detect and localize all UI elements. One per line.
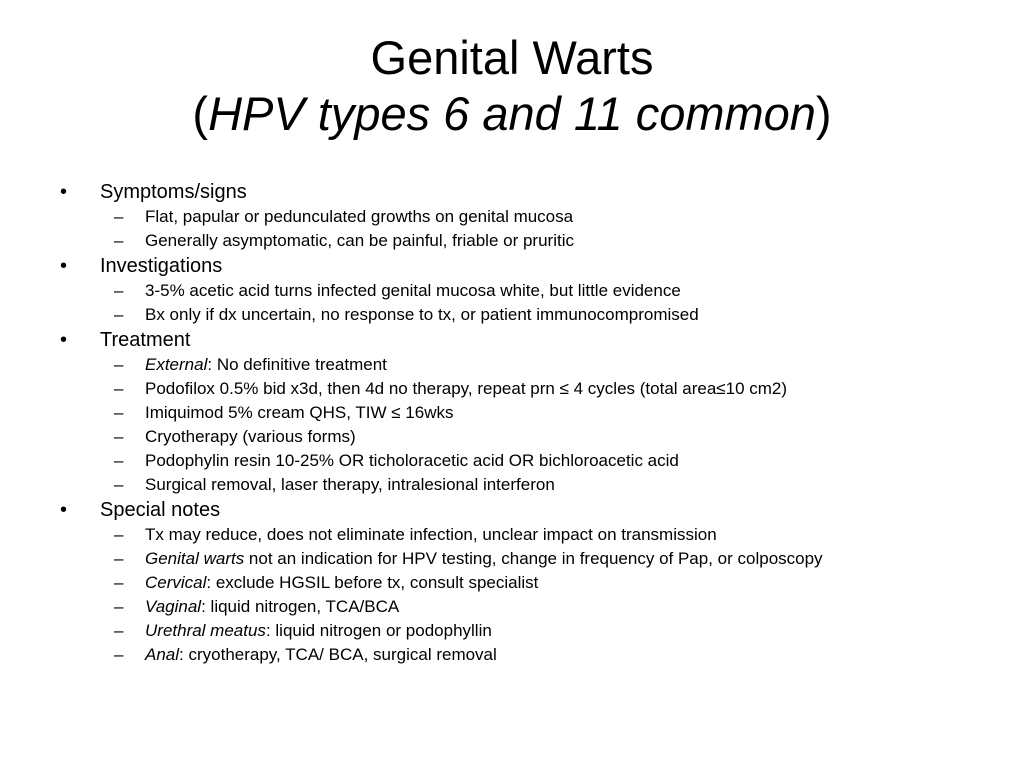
sub-item [60, 205, 1010, 229]
dash-marker: – [114, 379, 124, 398]
dash-marker: – [114, 451, 124, 470]
sub-item [60, 571, 1010, 595]
title-subtitle-italic: HPV types 6 and 11 common [208, 87, 816, 140]
dash-marker: – [114, 597, 124, 616]
bullet-dot: • [60, 255, 68, 277]
section-item [60, 179, 1010, 205]
section-item [60, 253, 1010, 279]
sub-item [60, 353, 1010, 377]
sub-item [60, 643, 1010, 667]
sub-item [60, 377, 1010, 401]
sub-item-text [145, 353, 387, 377]
section-item [60, 497, 1010, 523]
sub-item-text [145, 571, 538, 595]
sub-item-plain-text: Bx only if dx uncertain, no response to tx, or patient immunocompromised [145, 305, 699, 324]
dash-marker: – [114, 525, 124, 544]
sub-item-text [145, 619, 492, 643]
dash-marker: – [114, 231, 124, 250]
bullet-dot: • [60, 329, 68, 351]
sub-item-plain-text: Podophylin resin 10-25% OR ticholoracetic acid OR bichloroacetic acid [145, 451, 679, 470]
sub-item-text [145, 523, 717, 547]
sub-item-plain-text: Flat, papular or pedunculated growths on genital mucosa [145, 207, 574, 226]
sub-item-text [145, 547, 823, 571]
sub-item [60, 619, 1010, 643]
title-paren-close: ) [815, 87, 832, 140]
sub-item-italic-term: Anal [145, 645, 180, 664]
title-line-main: Genital Warts [370, 31, 654, 84]
sub-item-text [145, 595, 399, 619]
dash-marker: – [114, 403, 124, 422]
bullet-dot: • [60, 181, 68, 203]
sub-item-italic-term: Urethral meatus [145, 621, 266, 640]
dash-marker: – [114, 281, 124, 300]
bullet-dot: • [60, 499, 68, 521]
section-item [60, 327, 1010, 353]
title-paren-open: ( [192, 87, 209, 140]
sub-item [60, 279, 1010, 303]
section-heading: Special notes [100, 499, 221, 521]
sub-item-italic-term: Genital warts [145, 549, 245, 568]
sub-item-italic-term: External [145, 355, 208, 374]
dash-marker: – [114, 475, 124, 494]
sub-item-text [145, 425, 356, 449]
sub-item-plain-text: 3-5% acetic acid turns infected genital mucosa white, but little evidence [145, 281, 681, 300]
bullet-list [60, 179, 1010, 667]
sub-item [60, 473, 1010, 497]
dash-marker: – [114, 305, 124, 324]
sub-item-text [145, 401, 453, 425]
sub-item-plain-text: : No definitive treatment [207, 355, 387, 374]
dash-marker: – [114, 573, 124, 592]
slide-title [0, 30, 1024, 142]
sub-item-plain-text: : liquid nitrogen, TCA/BCA [201, 597, 400, 616]
sub-item [60, 303, 1010, 327]
dash-marker: – [114, 621, 124, 640]
sub-item-text [145, 643, 497, 667]
sub-item-text [145, 473, 555, 497]
section-heading: Investigations [100, 255, 223, 277]
sub-item [60, 523, 1010, 547]
sub-item-plain-text: Generally asymptomatic, can be painful, friable or pruritic [145, 231, 574, 250]
section-heading: Treatment [100, 329, 191, 351]
sub-item-plain-text: Cryotherapy (various forms) [145, 427, 356, 446]
sub-item-plain-text: Tx may reduce, does not eliminate infection, unclear impact on transmission [145, 525, 717, 544]
sub-item-plain-text: not an indication for HPV testing, change in frequency of Pap, or colposcopy [244, 549, 823, 568]
title-line-subtitle [0, 86, 1024, 142]
sub-item-text [145, 229, 574, 253]
section-heading: Symptoms/signs [100, 181, 247, 203]
dash-marker: – [114, 355, 124, 374]
sub-item [60, 449, 1010, 473]
sub-item [60, 595, 1010, 619]
sub-item-plain-text: Surgical removal, laser therapy, intralesional interferon [145, 475, 555, 494]
sub-item [60, 229, 1010, 253]
sub-item-text [145, 303, 699, 327]
dash-marker: – [114, 427, 124, 446]
sub-item-text [145, 377, 787, 401]
dash-marker: – [114, 549, 124, 568]
sub-item-text [145, 279, 681, 303]
sub-item [60, 547, 1010, 571]
sub-item-italic-term: Vaginal [145, 597, 202, 616]
sub-item [60, 401, 1010, 425]
sub-item-plain-text: Podofilox 0.5% bid x3d, then 4d no therapy, repeat prn ≤ 4 cycles (total area≤10 cm2) [145, 379, 788, 398]
sub-item-text [145, 449, 679, 473]
sub-item-italic-term: Cervical [145, 573, 207, 592]
sub-item-text [145, 205, 573, 229]
sub-item-plain-text: : exclude HGSIL before tx, consult specialist [206, 573, 539, 592]
dash-marker: – [114, 645, 124, 664]
sub-item-plain-text: : cryotherapy, TCA/ BCA, surgical removal [179, 645, 497, 664]
sub-item [60, 425, 1010, 449]
dash-marker: – [114, 207, 124, 226]
sub-item-plain-text: : liquid nitrogen or podophyllin [265, 621, 492, 640]
sub-item-plain-text: Imiquimod 5% cream QHS, TIW ≤ 16wks [145, 403, 454, 422]
